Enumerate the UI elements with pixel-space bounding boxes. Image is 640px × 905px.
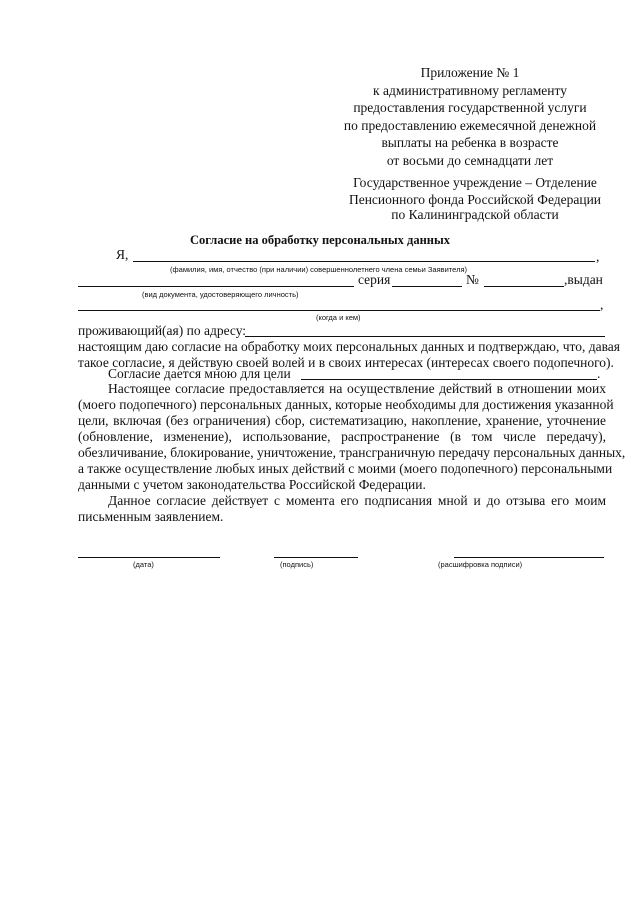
paragraph-line: письменным заявлением. [78, 509, 224, 524]
number-label: № [466, 272, 479, 287]
issuer-caption: (когда и кем) [316, 313, 361, 322]
paragraph-line: цели, включая (без ограничения) сбор, систематизацию, накопление, хранение, уточнение [78, 413, 606, 428]
appendix-line: к административному регламенту [373, 83, 567, 98]
decoding-caption: (расшифровка подписи) [438, 560, 523, 569]
series-label: серия [358, 272, 391, 287]
comma: , [596, 249, 600, 264]
address-field[interactable] [245, 336, 605, 337]
i-label: Я, [116, 247, 129, 262]
purpose-field[interactable] [301, 379, 597, 380]
signature-decoding-field[interactable] [454, 557, 604, 558]
full-name-field[interactable] [133, 261, 595, 262]
appendix-line: по предоставлению ежемесячной денежной [343, 118, 597, 133]
period: . [597, 366, 601, 381]
appendix-line: от восьми до семнадцати лет [386, 153, 554, 168]
document-number-field[interactable] [484, 286, 564, 287]
signature-caption: (подпись) [280, 560, 314, 569]
paragraph-line: а также осуществление любых иных действий с моими (моего подопечного) персональными [78, 461, 613, 476]
date-field[interactable] [78, 557, 220, 558]
address-label: проживающий(ая) по адресу: [78, 323, 247, 338]
paragraph-line: обезличивание, блокирование, уничтожение, трансграничную передачу персональных данных, [78, 445, 626, 460]
form-title: Согласие на обработку персональных данных [189, 233, 450, 247]
name-caption: (фамилия, имя, отчество (при наличии) совершеннолетнего члена семьи Заявителя) [170, 265, 468, 274]
recipient-line: Пенсионного фонда Российской Федерации [348, 192, 602, 207]
recipient-line: Государственное учреждение – Отделение [353, 175, 597, 190]
issued-label: ,выдан [564, 272, 603, 287]
paragraph-line: данными с учетом законодательства Российской Федерации. [78, 477, 426, 492]
paragraph-line: Настоящее согласие предоставляется на осуществление действий в отношении моих [108, 381, 606, 396]
issuer-field[interactable] [78, 310, 600, 311]
appendix-line: предоставления государственной услуги [353, 100, 587, 115]
identity-document-field[interactable] [78, 286, 354, 287]
paragraph-line: такое согласие, я действую своей волей и в своих интересах (интересах своего подопечного). [78, 355, 614, 370]
paragraph-line: Данное согласие действует с момента его подписания мной и до отзыва его моим [108, 493, 606, 508]
paragraph-line: настоящим даю согласие на обработку моих персональных данных и подтверждаю, что, давая [78, 339, 620, 354]
paragraph-line: (моего подопечного) персональных данных, которые необходимы для достижения указанной [78, 397, 614, 412]
series-field[interactable] [392, 286, 462, 287]
document-caption: (вид документа, удостоверяющего личность) [142, 290, 299, 299]
comma: , [600, 297, 604, 312]
signature-field[interactable] [274, 557, 358, 558]
paragraph-line: (обновление, изменение), использование, распространение (в том числе передачу), [78, 429, 606, 444]
appendix-number: Приложение № 1 [420, 65, 520, 80]
purpose-label: Согласие дается мною для цели [108, 366, 291, 381]
appendix-line: выплаты на ребенка в возрасте [381, 135, 559, 150]
date-caption: (дата) [133, 560, 154, 569]
recipient-line: по Калининградской области [391, 207, 559, 222]
